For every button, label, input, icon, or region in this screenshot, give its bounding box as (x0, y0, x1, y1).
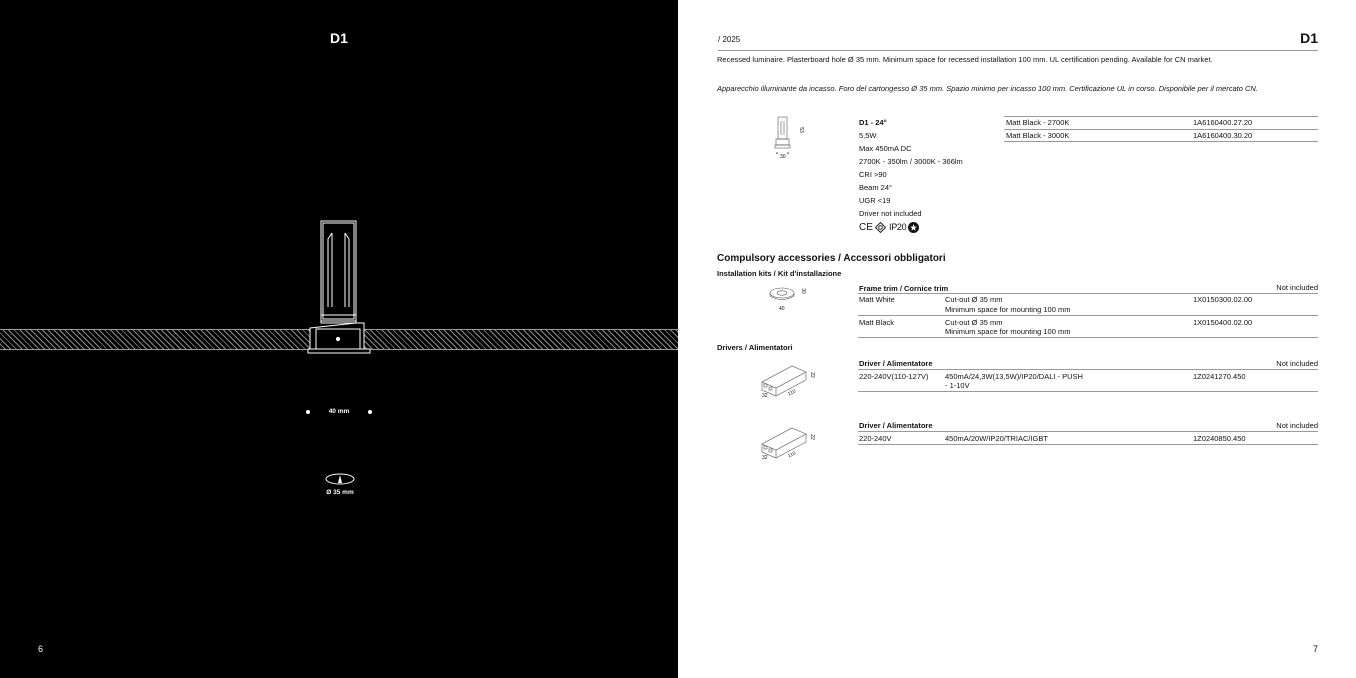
description-en: Recessed luminaire. Plasterboard hole Ø 35 mm. Minimum space for recessed installation 100 mm. UL certification pending. Available for CN market. (717, 55, 1213, 64)
driver-code: 1Z0240850.450 (1193, 434, 1246, 443)
product-name: D1 - 24° (859, 118, 887, 127)
driver-desc: - 1-10V (945, 381, 970, 390)
driver-status: Not included (1276, 421, 1318, 430)
spec-item: Max 450mA DC (859, 144, 912, 153)
ip-rating-icon: IP20 (889, 222, 907, 232)
frame-row-rule (858, 337, 1318, 338)
frame-finish: Matt Black (859, 318, 895, 327)
product-height-dim: 53 (797, 127, 804, 133)
driver-dim-3: 110 (787, 450, 797, 460)
product-drawing (774, 115, 804, 161)
driver-code: 1Z0241270.450 (1193, 372, 1246, 381)
driver-desc: 450mA/24,3W(13,5W)/IP20/DALI - PUSH (945, 372, 1083, 381)
driver-rule (858, 431, 1318, 432)
page-number-right: 7 (1312, 644, 1318, 654)
driver-dim-1: 32 (762, 393, 768, 399)
variant-row-rule (1004, 141, 1318, 142)
hole-icon (324, 472, 356, 486)
right-page (678, 0, 1356, 678)
ce-mark-icon: CE (859, 222, 873, 233)
variants-top-rule (1004, 116, 1318, 117)
frame-desc: Minimum space for mounting 100 mm (945, 305, 1071, 314)
driver-title: Driver / Alimentatore (859, 359, 933, 368)
drivers-heading: Drivers / Alimentatori (717, 343, 793, 352)
accessories-heading: Compulsory accessories / Accessori obbligatori (717, 253, 946, 264)
frame-trim-status: Not included (1276, 283, 1318, 292)
driver-status: Not included (1276, 359, 1318, 368)
driver-dim-1: 32 (762, 455, 768, 461)
frame-finish: Matt White (859, 295, 895, 304)
frame-code: 1X0150400.02.00 (1193, 318, 1253, 327)
frame-trim-rule (858, 293, 1318, 294)
frame-desc: Cut-out Ø 35 mm (945, 318, 1003, 327)
left-page-title: D1 (330, 30, 348, 46)
variant-name: Matt Black - 3000K (1006, 131, 1070, 140)
frame-code: 1X0150300.02.00 (1193, 295, 1253, 304)
spec-item: Driver not included (859, 209, 922, 218)
description-it: Apparecchio illuminante da incasso. Foro del cartongesso Ø 35 mm. Spazio minimo per incasso 100 mm. Certificazione UL in corso. Disponibile per il mercato CN. (717, 84, 1258, 93)
spec-item: 2700K - 350lm / 3000K - 366lm (859, 157, 963, 166)
driver-dim-3: 110 (787, 388, 797, 398)
driver-dim-2: 22 (808, 434, 815, 440)
frame-row-rule (858, 315, 1318, 316)
width-dimension-label: 40 mm (328, 408, 350, 415)
driver-rule (858, 369, 1318, 370)
dimension-dot-right (368, 410, 372, 414)
spec-item: Beam 24° (859, 183, 893, 192)
hole-dimension-label: Ø 35 mm (326, 489, 354, 496)
driver-desc: 450mA/20W/IP20/TRIAC/IGBT (945, 434, 1048, 443)
driver-row-rule (858, 391, 1318, 392)
frame-height-dim: 30 (799, 288, 806, 294)
certification-badge-icon (908, 222, 919, 233)
variant-row-rule (1004, 129, 1318, 130)
driver-row-rule (858, 444, 1318, 445)
frame-trim-title: Frame trim / Cornice trim (859, 284, 949, 293)
variant-code: 1A6160400.27.20 (1193, 118, 1253, 127)
header-divider (718, 50, 1318, 51)
page-number-left: 6 (38, 644, 44, 654)
frame-width-dim: 40 (779, 306, 785, 312)
class-symbol-icon (875, 222, 886, 233)
variant-code: 1A6160400.30.20 (1193, 131, 1253, 140)
driver-voltage: 220-240V (859, 434, 892, 443)
spec-item: UGR <19 (859, 196, 891, 205)
driver-voltage: 220-240V(110-127V) (859, 372, 929, 381)
driver-title: Driver / Alimentatore (859, 421, 933, 430)
spec-item: CRI >90 (859, 170, 887, 179)
luminaire-section-drawing (300, 215, 380, 360)
right-page-title: D1 (1300, 30, 1318, 46)
frame-desc: Minimum space for mounting 100 mm (945, 327, 1071, 336)
product-width-dim: 30 (780, 154, 786, 160)
installation-kits-heading: Installation kits / Kit d'installazione (717, 269, 842, 278)
variant-name: Matt Black - 2700K (1006, 118, 1070, 127)
driver-dim-2: 22 (808, 372, 815, 378)
frame-desc: Cut-out Ø 35 mm (945, 295, 1003, 304)
spec-item: 5,5W (859, 131, 877, 140)
year-label: / 2025 (718, 35, 741, 44)
